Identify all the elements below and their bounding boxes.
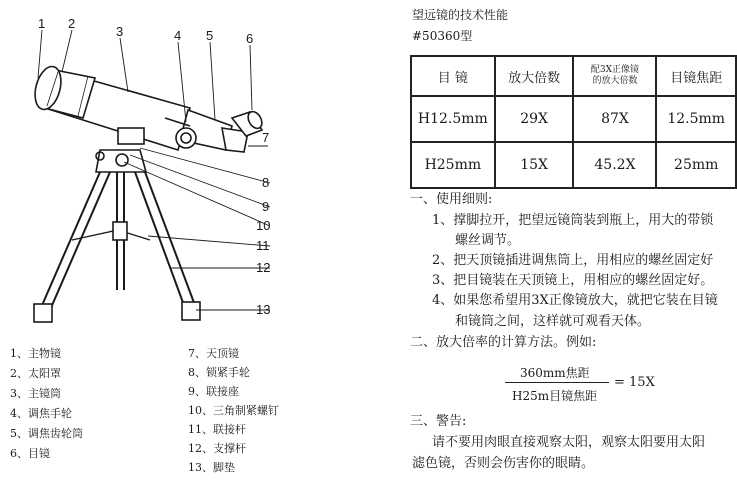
callout-11: 11 (256, 238, 270, 253)
callout-9: 9 (262, 199, 270, 214)
callout-13: 13 (256, 302, 271, 317)
table-header: 放大倍数 (495, 56, 574, 96)
legend-item: 8、锁紧手轮 (188, 366, 250, 379)
section-usage-title: 一、使用细则: (410, 192, 493, 207)
warning-text-cont: 滤色镜，否则会伤害你的眼睛。 (412, 456, 595, 471)
callout-3: 3 (116, 24, 124, 39)
callout-10: 10 (256, 218, 271, 233)
leader-lines (38, 30, 270, 310)
legend-item: 5、调焦齿轮筒 (10, 427, 83, 440)
tripod (34, 172, 200, 322)
legend-item: 4、调焦手轮 (10, 407, 72, 420)
telescope-diagram (0, 0, 400, 340)
legend-item: 10、三角制紧螺钉 (188, 404, 279, 417)
formula-numerator: 360mm焦距 (520, 366, 590, 380)
table-row: H12.5mm 29X 87X 12.5mm (411, 96, 736, 142)
legend-item: 11、联接杆 (188, 423, 246, 436)
usage-step-2: 2、把天顶镜插进调焦筒上，用相应的螺丝固定好 (432, 253, 714, 268)
callout-1: 1 (38, 16, 46, 31)
usage-step-4: 4、如果您希望用3X正像镜放大，就把它装在目镜 (432, 293, 718, 308)
table-header: 配3X正像镜 的放大倍数 (573, 56, 656, 96)
callout-12: 12 (256, 260, 271, 275)
legend-right (188, 348, 279, 481)
usage-step-1-cont: 螺丝调节。 (455, 233, 521, 248)
formula-denominator: H25m目镜焦距 (512, 389, 598, 403)
mount (96, 128, 146, 172)
callout-4: 4 (174, 28, 182, 43)
callout-numbers (38, 16, 270, 317)
table-header: 目镜焦距 (656, 56, 736, 96)
legend-item: 7、天顶镜 (188, 347, 239, 360)
callout-2: 2 (68, 16, 76, 31)
usage-step-4-cont: 和镜筒之间，这样就可观看天体。 (455, 314, 651, 329)
section-warning-title: 三、警告: (410, 414, 467, 429)
model-number: #50360型 (412, 29, 473, 43)
legend-item: 9、联接座 (188, 385, 239, 398)
legend-item: 1、主物镜 (10, 347, 61, 360)
legend-item: 12、支撑杆 (188, 442, 246, 455)
legend-left (10, 348, 83, 468)
legend-item: 13、脚垫 (188, 461, 235, 474)
table-row: H25mm 15X 45.2X 25mm (411, 142, 736, 188)
spec-table (410, 55, 737, 189)
legend-item: 3、主镜筒 (10, 387, 61, 400)
fraction-bar (505, 382, 609, 383)
main-tube (31, 64, 190, 150)
callout-7: 7 (262, 130, 270, 145)
usage-step-3: 3、把目镜装在天顶镜上，用相应的螺丝固定好。 (432, 273, 714, 288)
table-header: 目 镜 (411, 56, 495, 96)
legend-item: 6、目镜 (10, 447, 50, 460)
callout-8: 8 (262, 175, 270, 190)
callout-5: 5 (206, 28, 214, 43)
section-formula-title: 二、放大倍率的计算方法。例如: (410, 335, 597, 350)
legend-item: 2、太阳罩 (10, 367, 61, 380)
page-title: 望远镜的技术性能 (412, 8, 509, 22)
warning-text: 请不要用肉眼直接观察太阳，观察太阳要用太阳 (432, 435, 706, 450)
usage-step-1: 1、撑脚拉开，把望远镜筒装到瓶上，用大的带锁 (432, 213, 714, 228)
callout-6: 6 (246, 31, 254, 46)
formula-result: = 15X (614, 375, 655, 390)
